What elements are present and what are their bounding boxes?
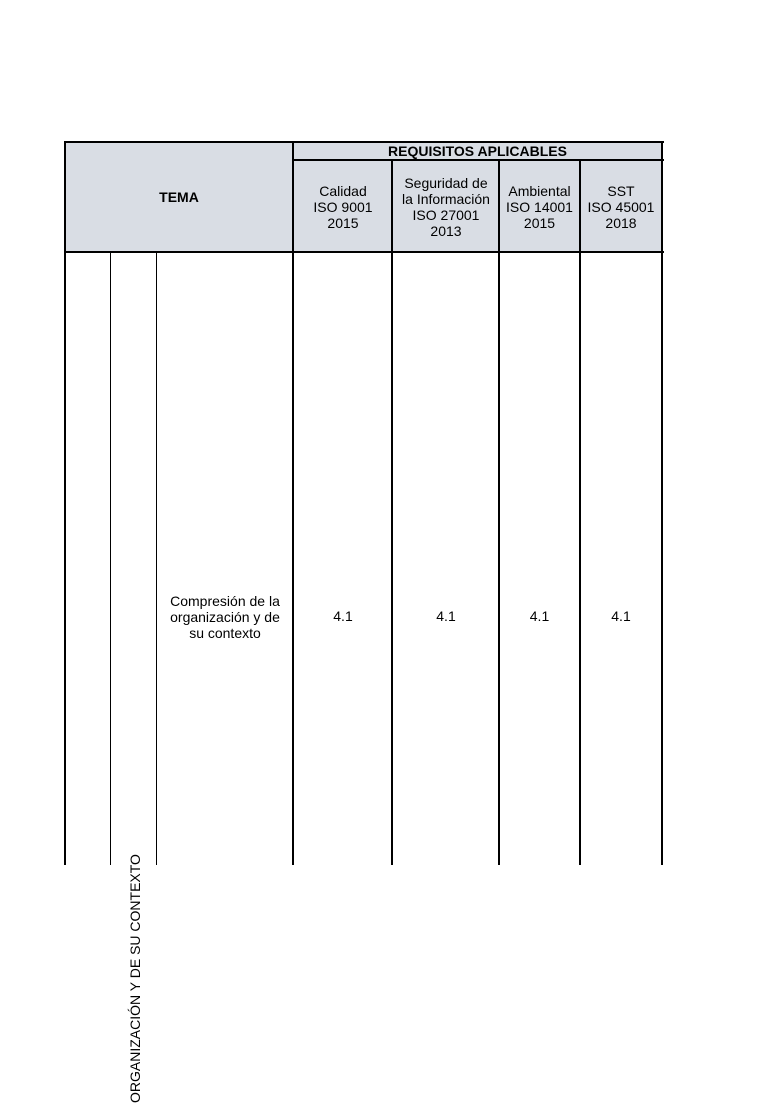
table-top-border (64, 141, 664, 143)
calidad-right-divider (391, 159, 393, 865)
topic-label: Compresión de la organización y de su contexto (170, 593, 280, 641)
requisitos-divider (292, 159, 664, 161)
value-calidad: 4.1 (333, 608, 353, 624)
header-bottom-border (64, 251, 664, 253)
seguridad-right-divider (498, 159, 500, 865)
tema-right-border (292, 141, 294, 865)
group-left-divider (110, 252, 111, 865)
standard-label-sst: SST ISO 45001 2018 (587, 183, 655, 231)
standard-label-seguridad: Seguridad de la Información ISO 27001 2013 (402, 175, 490, 239)
group-label: ORGANIZACIÓN Y DE SU CONTEXTO (127, 854, 143, 1103)
value-sst: 4.1 (611, 608, 631, 624)
requisitos-header: REQUISITOS APLICABLES (388, 143, 567, 159)
topic-left-divider (156, 252, 157, 865)
standard-label-ambiental: Ambiental ISO 14001 2015 (506, 183, 573, 231)
tema-header: TEMA (159, 189, 199, 205)
value-seguridad: 4.1 (436, 608, 456, 624)
table-left-border (64, 141, 66, 865)
value-ambiental: 4.1 (529, 608, 550, 624)
ambiental-right-divider (579, 159, 581, 865)
table-right-border (661, 141, 663, 865)
group-label-clip (111, 253, 157, 1103)
standard-label-calidad: Calidad ISO 9001 2015 (313, 183, 373, 231)
